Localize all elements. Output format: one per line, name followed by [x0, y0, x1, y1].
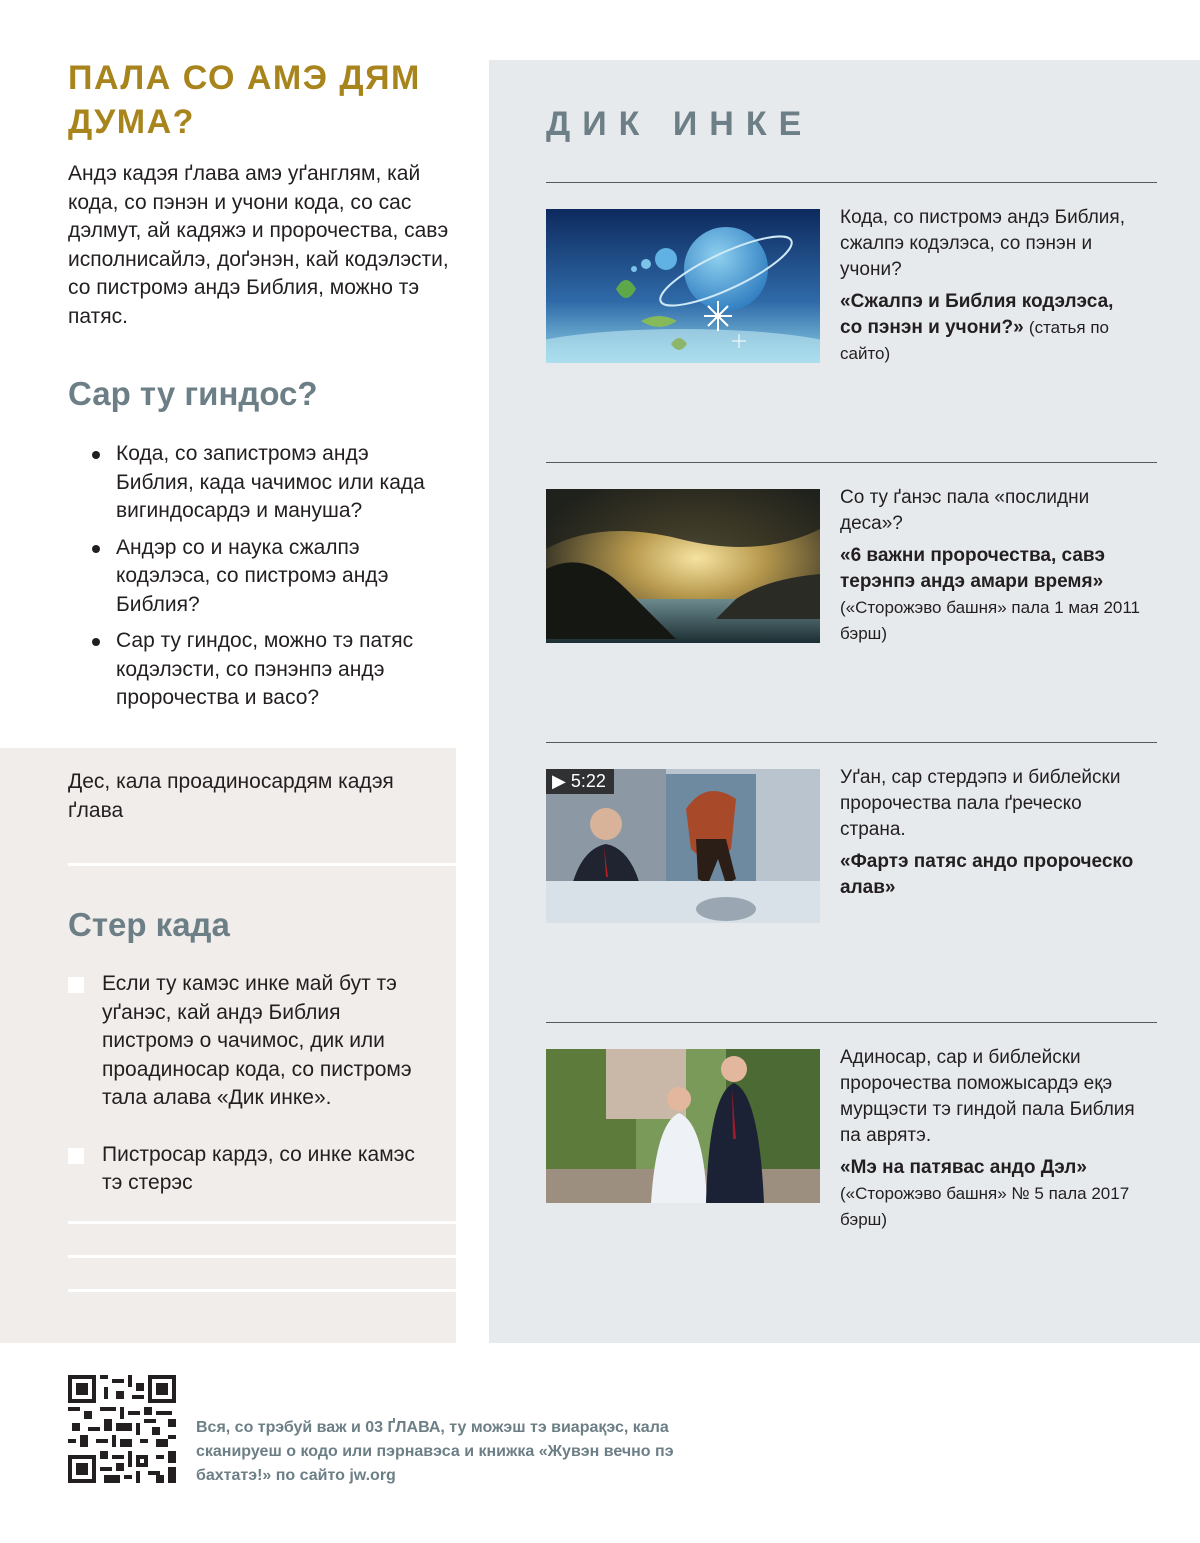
storm-sky-image[interactable] [546, 489, 820, 643]
explore-title: ДИК ИНКЕ [546, 105, 814, 143]
checkbox[interactable] [68, 977, 84, 993]
goal-item [68, 970, 438, 1113]
bullet-icon [92, 451, 100, 459]
goals-list [68, 970, 438, 1226]
footer-text: Вся, со трэбуй важ и 03 ҐЛАВА, ту можэш тэ виарақэс, кала сканируеш о кодо или пэрнавэса и книжка «Жувэн вечно пэ бахтатэ!» по сайто jw.org [196, 1419, 674, 1484]
explore-item-intro: Кода, со пистромэ андэ Библия, сжалпэ кодэлэса, со пэнэн и учони? [840, 207, 1125, 280]
question-item [92, 627, 452, 713]
checkbox[interactable] [68, 1148, 84, 1164]
goal-item [68, 1141, 438, 1198]
explore-item-link[interactable]: «6 важни пророчества, савэ терэнпэ андэ амари время» [840, 545, 1106, 592]
explore-item-source: («Сторожэво башня» пала 1 мая 2011 бэрш) [840, 598, 1140, 643]
explore-item-text [840, 485, 1140, 647]
question-item [92, 440, 452, 526]
video-duration: 5:22 [570, 771, 606, 791]
space-planets-image[interactable] [546, 209, 820, 363]
divider [546, 182, 1157, 183]
recommend-label: Дес, кала проадиносардям кадэя ґлава [68, 770, 394, 822]
write-line[interactable] [68, 1221, 456, 1224]
question-text: Кода, со запистромэ андэ Библия, када чачимос или када вигиндосардэ и мануша? [116, 442, 425, 522]
explore-item-intro: Уґан, сар стердэпэ и библейски пророчества пала ґреческо страна. [840, 767, 1121, 840]
question-text: Андэр со и наука сжалпэ кодэлэса, со пистромэ андэ Библия? [116, 535, 389, 616]
explore-item-source: («Сторожэво башня» № 5 пала 2017 бэрш) [840, 1184, 1130, 1229]
qr-code[interactable] [68, 1375, 176, 1483]
video-duration-badge: ▶ 5:22 [546, 769, 614, 794]
write-line[interactable] [68, 863, 456, 866]
explore-item-link[interactable]: «Сжалпэ и Библия кодэлэса, со пэнэн и учони?» [840, 291, 1114, 338]
divider [546, 1022, 1157, 1023]
video-prophecy-image[interactable] [546, 769, 820, 923]
questions-list [92, 440, 452, 721]
bullet-icon [92, 638, 100, 646]
write-line[interactable] [68, 1289, 456, 1292]
couple-walking-image[interactable] [546, 1049, 820, 1203]
questions-title: Сар ту гиндос? [68, 375, 318, 412]
explore-item-intro: Адиносар, сар и библейски пророчества поможысардэ еқэ мурщэсти тэ гиндой пала Библия па аврятэ. [840, 1047, 1135, 1146]
explore-item-source: (статья по сайто) [840, 318, 1109, 363]
explore-item-intro: Со ту ґанэс пала «послидни деса»? [840, 487, 1090, 534]
goal-text: Если ту камэс инке май бут тэ уґанэс, кай андэ Библия пистромэ о чачимос, дик или проадиносар кода, со пистромэ тала алава «Дик инке». [102, 972, 412, 1109]
bullet-icon [92, 545, 100, 553]
write-line[interactable] [68, 1255, 456, 1258]
question-text: Сар ту гиндос, можно тэ патяс кодэлэсти, со пэнэнпэ андэ пророчества и васо? [116, 629, 414, 709]
question-item [92, 534, 452, 620]
divider [546, 462, 1157, 463]
goal-text: Пистросар кардэ, со инке камэс тэ стерэс [102, 1142, 415, 1194]
goals-title: Стер када [68, 906, 230, 943]
review-body: Андэ кадэя ґлава амэ уґанглям, кай кода, со пэнэн и учони кода, со сас дэлмут, ай кадяжэ и пророчества, савэ исполнисайлэ, доґэнэн, кай кодэлэсти, со пистромэ андэ Библия, можно тэ патяс. [68, 162, 449, 328]
explore-item-text [840, 205, 1140, 367]
explore-item-link[interactable]: «Фартэ патяс андо пророческо алав» [840, 851, 1134, 898]
explore-item-link[interactable]: «Мэ на патявас андо Дэл» [840, 1157, 1087, 1178]
divider [546, 742, 1157, 743]
explore-item-text [840, 765, 1140, 901]
explore-item-text [840, 1045, 1140, 1233]
review-title: ПАЛА СО АМЭ ДЯМ ДУМА? [68, 59, 421, 141]
